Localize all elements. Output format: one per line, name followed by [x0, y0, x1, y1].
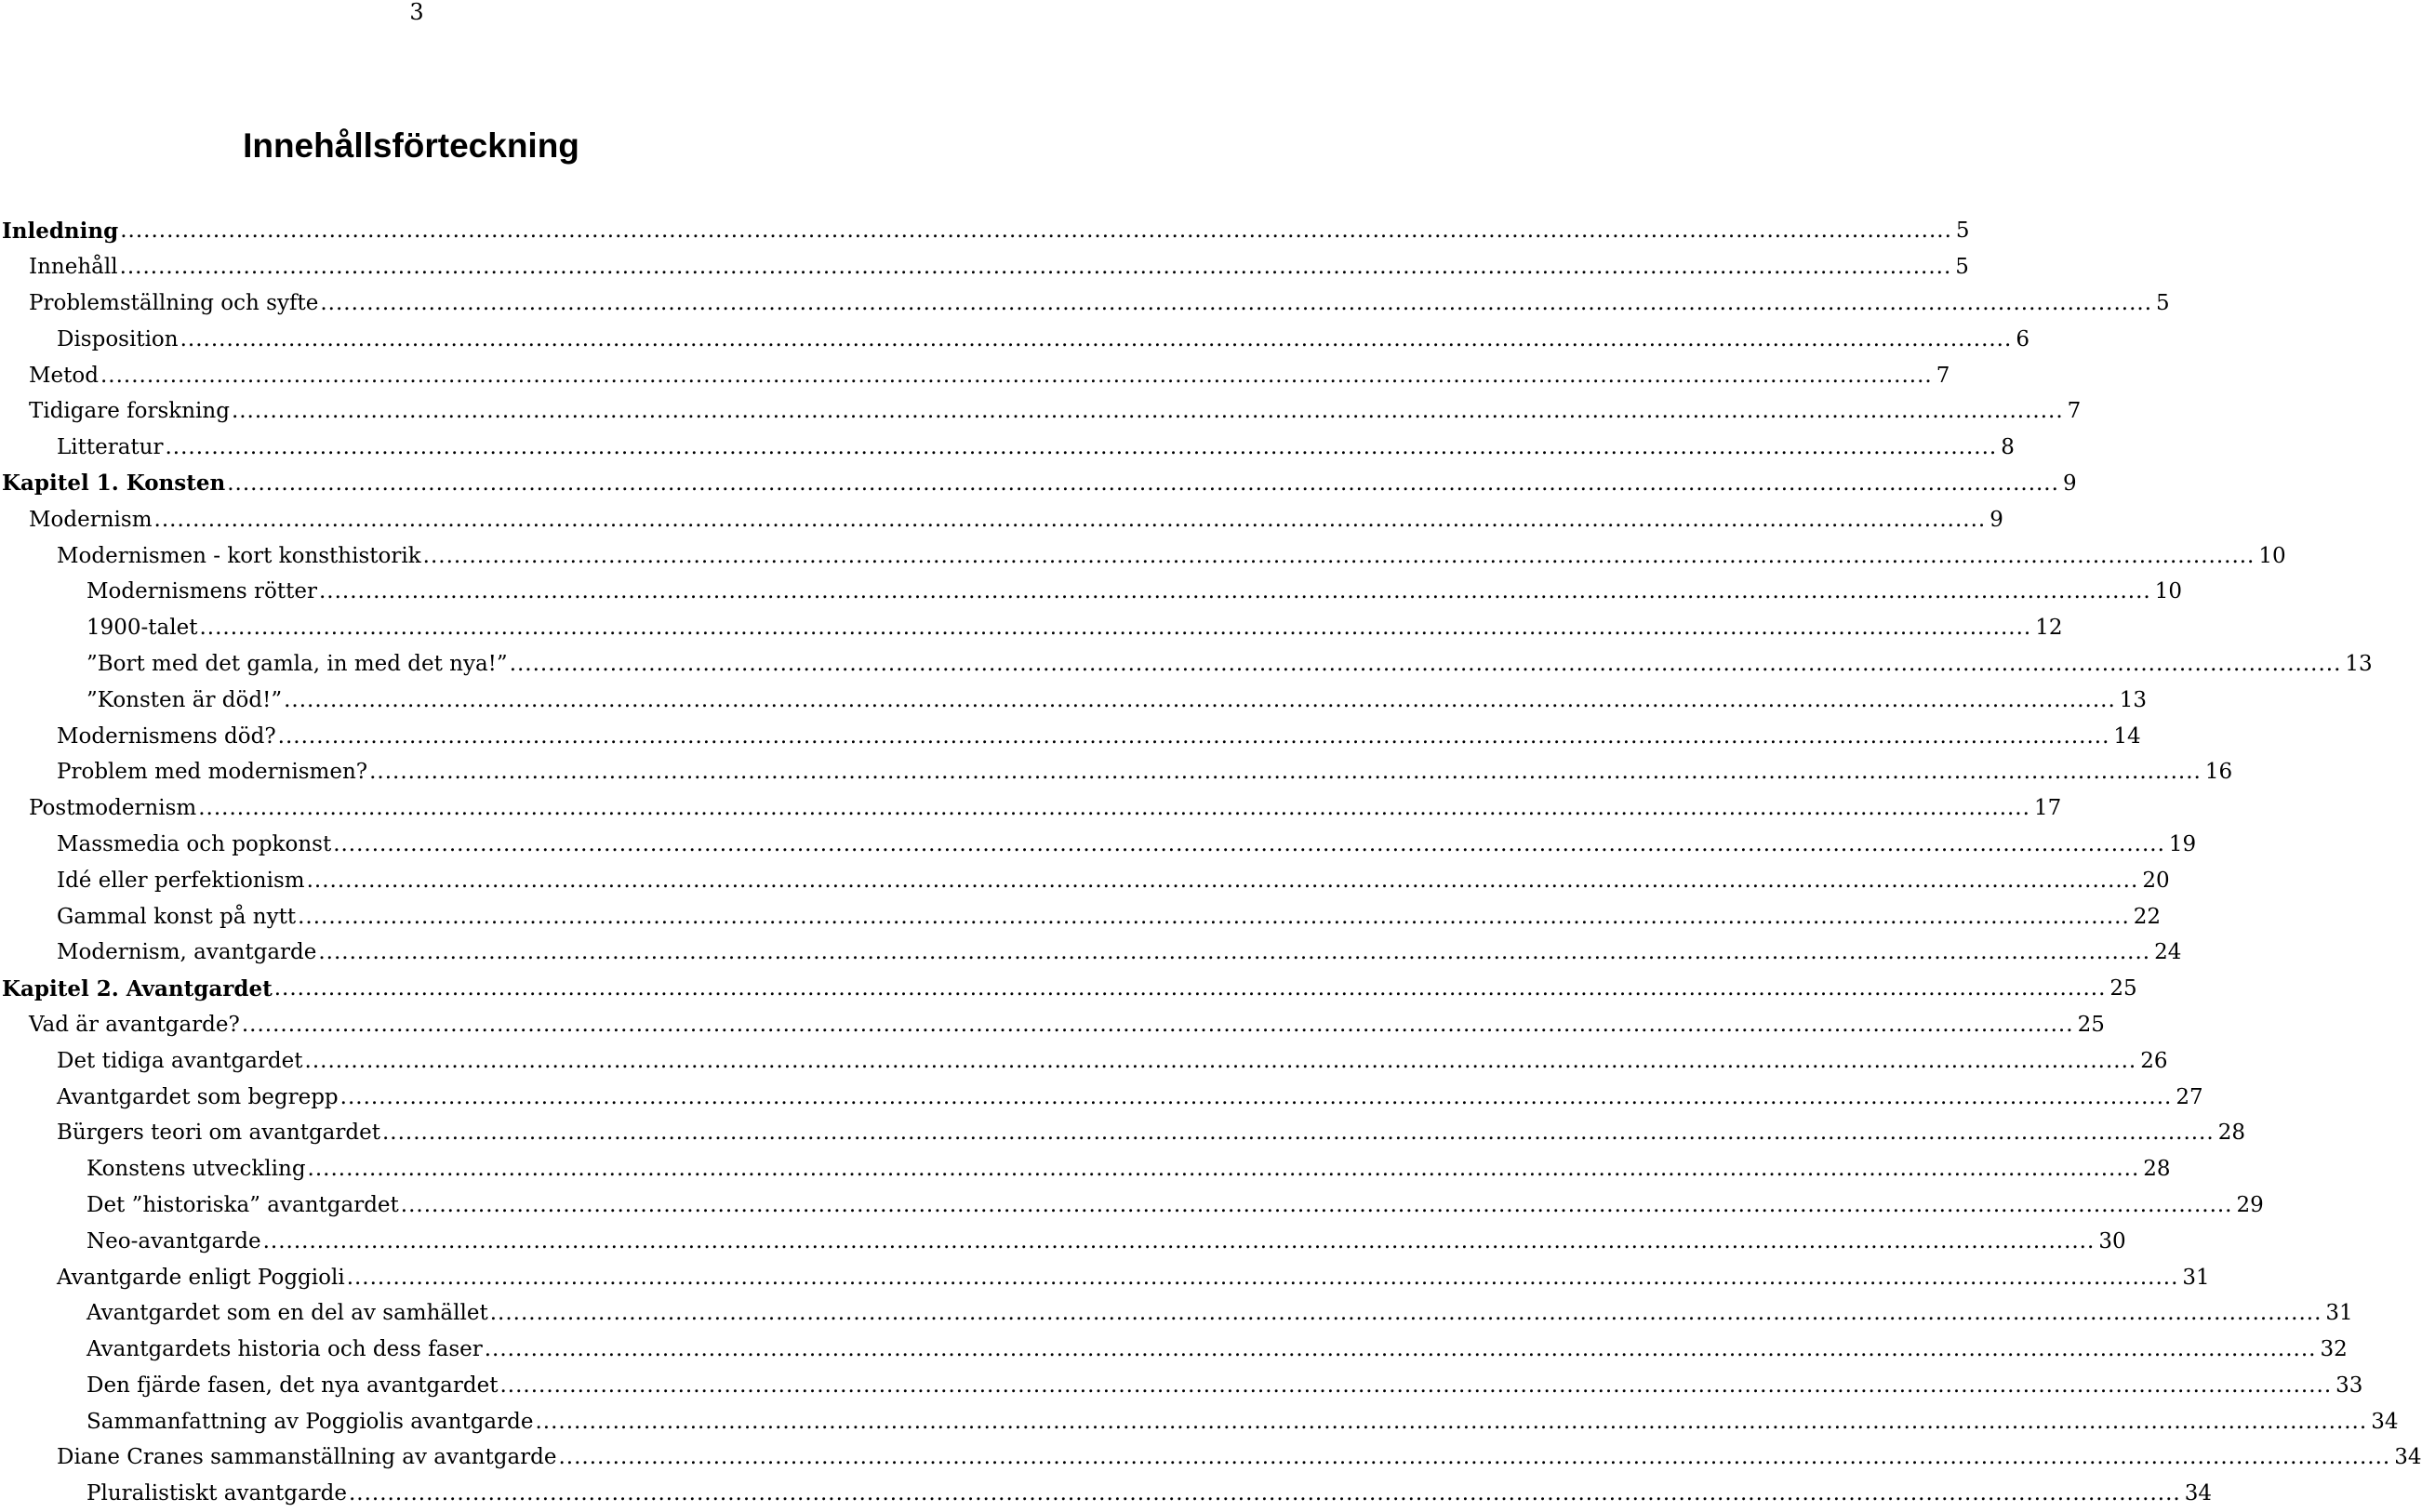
toc-entry[interactable]	[0, 754, 2233, 790]
toc-entry-label: 1900-talet	[86, 616, 198, 641]
dot-leader	[485, 1337, 2317, 1361]
toc-entry-label: Gammal konst på nytt	[57, 904, 297, 929]
toc-entry-page: 24	[2154, 940, 2182, 965]
toc-entry[interactable]	[0, 1187, 2264, 1224]
toc-entry-page: 5	[2156, 290, 2170, 315]
toc-entry-label: Avantgardet som begrepp	[57, 1084, 339, 1109]
toc-entry-page: 27	[2176, 1084, 2203, 1109]
toc-entry[interactable]	[0, 357, 1950, 393]
dot-leader	[320, 291, 2152, 315]
page-number: 3	[409, 0, 424, 25]
dot-leader	[333, 832, 2165, 856]
toc-entry-label: Det ”historiska” avantgardet	[86, 1192, 399, 1217]
toc-entry[interactable]	[0, 249, 1969, 285]
dot-leader	[232, 399, 2064, 423]
toc-entry-page: 16	[2204, 760, 2233, 785]
toc-entry-page: 10	[2154, 579, 2182, 604]
toc-entry-page: 12	[2035, 616, 2063, 641]
toc-entry-label: Postmodernism	[29, 796, 197, 821]
dot-leader	[369, 760, 2202, 784]
dot-leader	[242, 1013, 2074, 1037]
dot-leader	[499, 1373, 2332, 1398]
dot-leader	[278, 724, 2110, 749]
toc-entry-label: Pluralistiskt avantgarde	[86, 1481, 347, 1506]
toc-entry[interactable]	[0, 646, 2373, 683]
toc-entry-page: 9	[1990, 507, 2003, 532]
toc-entry-page: 13	[2119, 687, 2148, 712]
dot-leader	[349, 1481, 2181, 1505]
toc-entry-label: Modernismens död?	[57, 723, 276, 749]
toc-entry-page: 30	[2098, 1228, 2126, 1253]
toc-entry-page: 20	[2142, 868, 2170, 893]
toc-entry[interactable]	[0, 501, 2003, 537]
dot-leader	[263, 1229, 2096, 1253]
toc-entry[interactable]	[0, 718, 2141, 754]
dot-leader	[423, 544, 2256, 568]
toc-entry-label: Metod	[29, 363, 99, 388]
toc-entry[interactable]	[0, 1223, 2126, 1259]
toc-entry[interactable]	[0, 610, 2063, 646]
dot-leader	[227, 471, 2059, 496]
dot-leader	[199, 616, 2031, 640]
toc-entry-label: Tidigare forskning	[29, 399, 230, 424]
toc-entry-label: ”Konsten är död!”	[86, 687, 283, 712]
table-of-contents	[0, 213, 2422, 1512]
toc-entry[interactable]	[0, 537, 2286, 574]
toc-entry-page: 14	[2113, 723, 2141, 749]
toc-entry[interactable]	[0, 935, 2182, 971]
toc-entry-page: 17	[2033, 796, 2062, 821]
dot-leader	[154, 508, 1987, 532]
dot-leader	[305, 1049, 2137, 1073]
toc-entry-label: Kapitel 2. Avantgardet	[2, 975, 273, 1001]
toc-entry-label: Problem med modernismen?	[57, 760, 368, 785]
toc-entry[interactable]	[0, 1439, 2422, 1476]
toc-entry-label: Modernism, avantgarde	[57, 940, 317, 965]
toc-entry[interactable]	[0, 1079, 2203, 1115]
toc-entry[interactable]	[0, 862, 2170, 898]
toc-entry[interactable]	[0, 1332, 2348, 1368]
toc-entry-page: 6	[2016, 326, 2029, 351]
dot-leader	[382, 1121, 2215, 1145]
toc-entry-page: 34	[2394, 1445, 2422, 1470]
toc-entry-page: 5	[1955, 219, 1970, 244]
toc-entry-page: 34	[2184, 1481, 2212, 1506]
toc-entry[interactable]	[0, 898, 2162, 935]
toc-entry-label: Disposition	[57, 326, 179, 351]
toc-entry-page: 26	[2140, 1048, 2168, 1073]
toc-entry-page: 29	[2236, 1192, 2264, 1217]
dot-leader	[100, 364, 1933, 388]
toc-entry[interactable]	[0, 1368, 2363, 1404]
toc-entry-page: 28	[2217, 1121, 2245, 1146]
toc-entry-label: Avantgardet som en del av samhället	[86, 1301, 488, 1326]
toc-entry[interactable]	[0, 285, 2170, 322]
toc-entry[interactable]	[0, 321, 2029, 357]
dot-leader	[165, 435, 1997, 459]
toc-entry-label: Modernism	[29, 507, 153, 532]
toc-entry-page: 8	[2001, 435, 2015, 460]
toc-entry-label: Det tidiga avantgardet	[57, 1048, 303, 1073]
dot-leader	[535, 1410, 2367, 1434]
toc-entry-label: ”Bort med det gamla, in med det nya!”	[86, 651, 508, 676]
toc-entry-page: 10	[2258, 543, 2286, 568]
toc-entry-page: 25	[2109, 976, 2137, 1001]
toc-entry-label: Litteratur	[57, 435, 164, 460]
toc-entry-page: 19	[2168, 831, 2197, 856]
toc-entry-label: Avantgarde enligt Poggioli	[57, 1265, 345, 1290]
toc-entry-page: 28	[2143, 1157, 2171, 1182]
toc-entry-label: Massmedia och popkonst	[57, 831, 332, 856]
toc-entry-label: Konstens utveckling	[86, 1157, 306, 1182]
dot-leader	[180, 327, 2013, 351]
toc-entry[interactable]	[0, 1295, 2353, 1332]
dot-leader	[559, 1445, 2391, 1469]
toc-entry-page: 7	[1936, 363, 1950, 388]
toc-entry-page: 31	[2182, 1265, 2210, 1290]
dot-leader	[198, 796, 2030, 820]
toc-entry-page: 13	[2345, 651, 2373, 676]
toc-entry[interactable]	[0, 1115, 2245, 1151]
toc-entry[interactable]	[0, 1151, 2171, 1187]
toc-entry-label: Inledning	[2, 218, 119, 244]
dot-leader	[347, 1266, 2179, 1290]
toc-entry-label: Innehåll	[29, 255, 118, 280]
toc-entry-label: Kapitel 1. Konsten	[2, 471, 226, 497]
toc-entry[interactable]	[0, 682, 2148, 718]
toc-entry-page: 31	[2325, 1301, 2353, 1326]
toc-entry-page: 34	[2371, 1409, 2399, 1434]
dot-leader	[120, 255, 1952, 279]
dot-leader	[308, 1157, 2140, 1181]
toc-entry[interactable]	[0, 827, 2197, 863]
toc-entry-label: Modernismen - kort konsthistorik	[57, 543, 421, 568]
toc-entry-label: Diane Cranes sammanställning av avantgarde	[57, 1445, 557, 1470]
toc-entry-label: Bürgers teori om avantgardet	[57, 1121, 380, 1146]
toc-entry-page: 32	[2320, 1337, 2348, 1362]
dot-leader	[318, 940, 2150, 964]
toc-entry[interactable]	[0, 430, 2015, 466]
toc-entry[interactable]	[0, 971, 2137, 1007]
toc-entry-label: Idé eller perfektionism	[57, 868, 305, 893]
toc-entry-label: Avantgardets historia och dess faser	[86, 1337, 483, 1362]
toc-entry-page: 25	[2077, 1012, 2105, 1037]
toc-entry[interactable]	[0, 1403, 2399, 1439]
dot-leader	[284, 688, 2116, 712]
dot-leader	[319, 579, 2151, 603]
toc-entry-page: 7	[2067, 399, 2082, 424]
page-title: Innehållsförteckning	[243, 126, 579, 165]
toc-entry-label: Vad är avantgarde?	[29, 1012, 240, 1037]
toc-entry[interactable]	[0, 393, 2082, 430]
dot-leader	[307, 869, 2139, 893]
toc-entry[interactable]	[0, 1007, 2105, 1043]
toc-entry[interactable]	[0, 790, 2062, 827]
dot-leader	[340, 1085, 2173, 1109]
toc-entry[interactable]	[0, 1042, 2168, 1079]
toc-entry-label: Neo-avantgarde	[86, 1228, 261, 1253]
toc-entry-label: Den fjärde fasen, det nya avantgardet	[86, 1373, 499, 1398]
toc-entry-page: 5	[1955, 255, 1969, 280]
dot-leader	[490, 1301, 2322, 1325]
toc-entry[interactable]	[0, 213, 1970, 249]
toc-entry[interactable]	[0, 574, 2182, 610]
toc-entry[interactable]	[0, 1476, 2212, 1512]
toc-entry[interactable]	[0, 1259, 2210, 1295]
dot-leader	[401, 1193, 2233, 1217]
toc-entry-page: 33	[2336, 1373, 2363, 1398]
dot-leader	[274, 976, 2107, 1001]
toc-entry[interactable]	[0, 466, 2077, 502]
dot-leader	[120, 219, 1952, 243]
toc-entry-label: Sammanfattning av Poggiolis avantgarde	[86, 1409, 534, 1434]
toc-entry-label: Modernismens rötter	[86, 579, 317, 604]
dot-leader	[510, 652, 2342, 676]
toc-entry-page: 22	[2133, 904, 2162, 929]
toc-entry-page: 9	[2062, 471, 2077, 496]
dot-leader	[298, 905, 2130, 929]
toc-entry-label: Problemställning och syfte	[29, 290, 319, 315]
